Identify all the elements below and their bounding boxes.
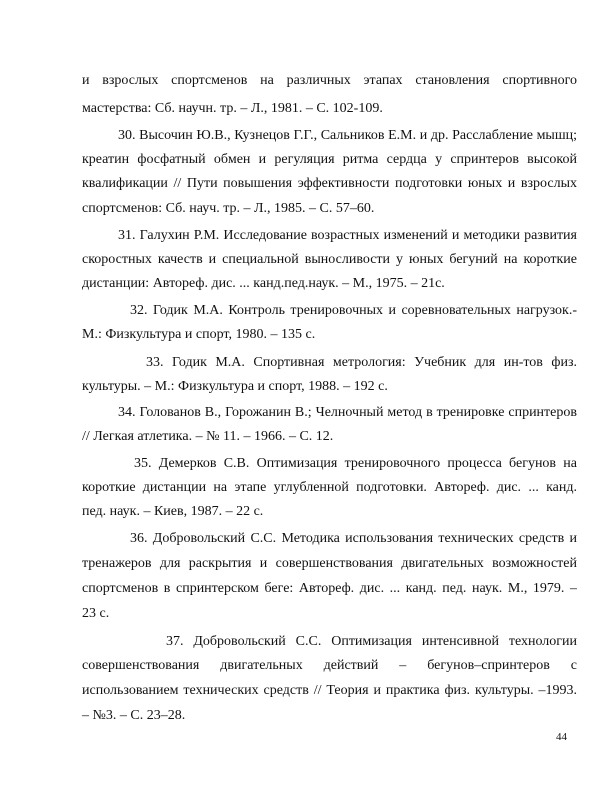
- text-line: мастерства: Сб. научн. тр. – Л., 1981. – С. 102-109.: [82, 101, 383, 116]
- text-line: 30. Высочин Ю.В., Кузнецов Г.Г., Сальников Е.М. и др. Расслабление мышц;: [118, 128, 577, 143]
- text-line: совершенствования двигательных действий – бегунов–спринтеров с: [82, 658, 577, 673]
- text-line: 36. Добровольский С.С. Методика использования технических средств и: [130, 531, 577, 546]
- text-line: креатин фосфатный обмен и регуляция ритма сердца у спринтеров высокой: [82, 152, 577, 167]
- text-line: тренажеров для раскрытия и совершенствования двигательных возможностей: [82, 556, 577, 571]
- text-line: 34. Голованов В., Горожанин В.; Челночный метод в тренировке спринтеров: [118, 405, 577, 420]
- text-line: пед. наук. – Киев, 1987. – 22 с.: [82, 504, 264, 519]
- text-line: квалификации // Пути повышения эффективности подготовки юных и взрослых: [82, 176, 577, 191]
- text-line: дистанции: Автореф. дис. ... канд.пед.наук. – М., 1975. – 21с.: [82, 276, 445, 291]
- text-line: короткие дистанции на этапе углубленной подготовки. Автореф. дис. ... канд.: [82, 480, 577, 495]
- text-line: спортсменов: Сб. науч. тр. – Л., 1985. – С. 57–60.: [82, 201, 375, 216]
- text-line: спортсменов в спринтерском беге: Автореф. дис. ... канд. пед. наук. М., 1979. –: [82, 581, 577, 596]
- text-line: скоростных качеств и специальной выносливости у юных бегуний на короткие: [82, 252, 577, 267]
- text-line: 31. Галухин Р.М. Исследование возрастных изменений и методики развития: [118, 228, 577, 243]
- text-line: 35. Демерков С.В. Оптимизация тренировочного процесса бегунов на: [134, 456, 577, 471]
- text-line: М.: Физкультура и спорт, 1980. – 135 с.: [82, 327, 316, 342]
- text-line: 23 с.: [82, 606, 110, 621]
- text-line: использованием технических средств // Теория и практика физ. культуры. –1993.: [82, 683, 577, 698]
- text-line: и взрослых спортсменов на различных этапах становления спортивного: [82, 73, 577, 88]
- text-line: – №3. – С. 23–28.: [82, 708, 186, 723]
- text-line: 37. Добровольский С.С. Оптимизация интенсивной технологии: [166, 634, 577, 649]
- text-line: 32. Годик М.А. Контроль тренировочных и соревновательных нагрузок.-: [130, 303, 577, 318]
- text-line: культуры. – М.: Физкультура и спорт, 1988. – 192 с.: [82, 379, 388, 394]
- text-line: 33. Годик М.А. Спортивная метрология: Учебник для ин-тов физ.: [146, 355, 577, 370]
- page-number: 44: [556, 731, 567, 743]
- text-line: // Легкая атлетика. – № 11. – 1966. – С. 12.: [82, 429, 334, 444]
